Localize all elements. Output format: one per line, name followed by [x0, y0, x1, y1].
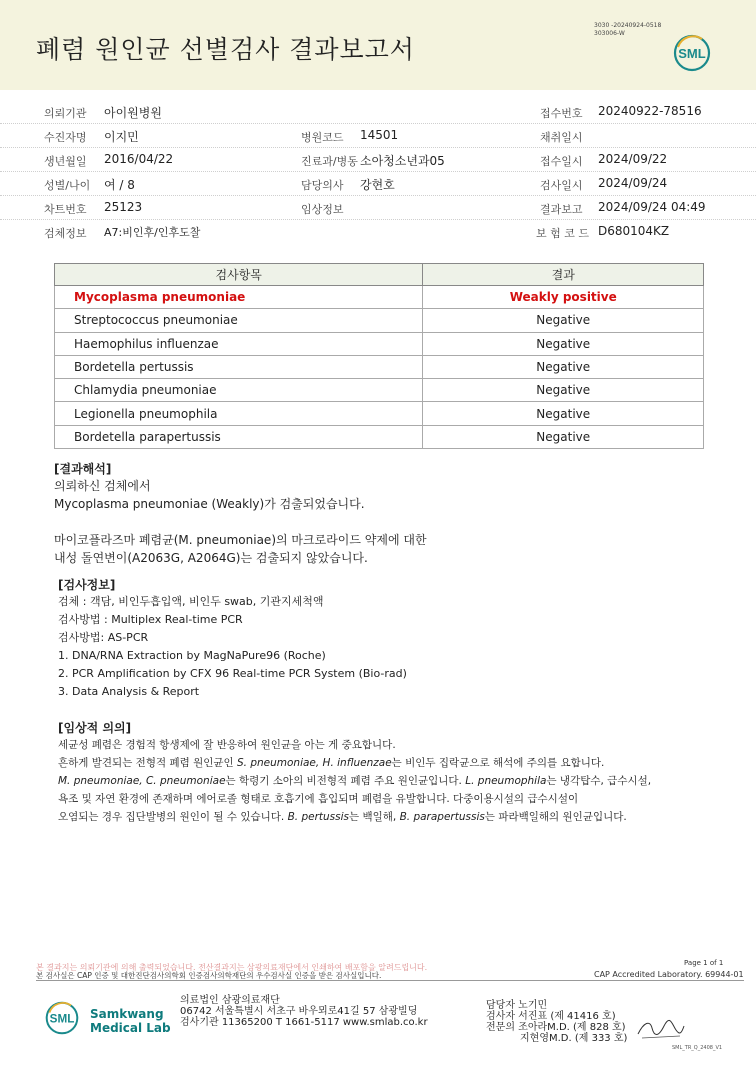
sex-age: 여 / 8 — [104, 178, 135, 192]
cap-accreditation: CAP Accredited Laboratory. 69944-01 — [594, 970, 744, 979]
results-table — [54, 263, 704, 449]
certification-notice: 본 검사실은 CAP 인증 및 대한진단검사의학회 인증검사의학재단의 우수검사실 인증을 받은 검사실입니다. — [36, 971, 382, 980]
document-code: 3030 -20240924-0518 303006-W — [594, 22, 662, 37]
table-row: Streptococcus pneumoniae Negative — [55, 309, 704, 332]
department: 소아청소년과05 — [360, 154, 445, 168]
info-row: 검체정보 A7:비인후/인후도찰 보 험 코 드 D680104KZ — [44, 224, 670, 240]
hospital-value: 아이원병원 — [104, 106, 162, 120]
clinical-section: [임상적 의의] 세균성 폐렴은 경험적 항생제에 잘 반응하여 원인균을 아는 게 중요합니다. 흔하게 발견되는 전형적 폐렴 원인균인 S. pneumoniae, H. influenzae는 비인두 집락균으로 해석에 주의를 요합니다. M. pneumoniae, C. pneumoniae는 학령기 소아의 비전형적 폐렴 주요 원인균입니다. L. pneumophila는 냉각탑수, 급수시설, 욕조 및 자연 환경에 존재하며 에어로졸 형태로 호흡기에 흡입되며 폐렴을 유발합니다. 다중이용시설의 급수시설이 오염되는 경우 집단발병의 원인이 될 수 있습니다. B. pertussis는 백일해, B. parapertussis는 파라백일해의 원인균입니다. — [58, 719, 748, 826]
info-row: 생년월일 2016/04/22 진료과/병동 소아청소년과05 접수일시 2024/09/22 — [0, 148, 756, 172]
table-row: Bordetella parapertussis Negative — [55, 425, 704, 448]
page-number: Page 1 of 1 — [684, 959, 724, 967]
svg-text:SML: SML — [678, 46, 706, 61]
table-row: Mycoplasma pneumoniae Weakly positive — [55, 286, 704, 309]
test-info-title: [검사정보] — [58, 578, 116, 592]
test-date: 2024/09/24 — [598, 176, 668, 190]
sml-footer-logo-icon — [44, 1000, 80, 1036]
info-row: 의뢰기관 아이원병원 접수번호 20240922-78516 — [0, 100, 756, 124]
organization-name: Samkwang Medical Lab — [90, 1007, 171, 1035]
svg-text:SML: SML — [49, 1012, 75, 1026]
table-row: Chlamydia pneumoniae Negative — [55, 379, 704, 402]
table-row: Haemophilus influenzae Negative — [55, 332, 704, 355]
report-date: 2024/09/24 04:49 — [598, 200, 706, 214]
test-info-section: [검사정보] 검체 : 객담, 비인두흡입액, 비인두 swab, 기관지세척액 검사방법 : Multiplex Real-time PCR 검사방법: AS-PCR 1. DNA/RNA Extraction by MagNaPure96 (Roche) 2. PCR Amplification by CFX 96 Real-time PCR System (Bio-rad) 3. Data Analysis & Report — [58, 576, 738, 701]
print-notice: 본 결과지는 의뢰기관에 의해 출력되었습니다. 전산결과지는 삼광의료재단에서 인쇄하여 배포함을 알려드립니다. — [36, 963, 428, 972]
report-header — [0, 0, 756, 90]
clinical-title: [임상적 의의] — [58, 721, 132, 735]
footer-divider — [36, 980, 744, 981]
specimen-info: A7:비인후/인후도찰 — [104, 226, 201, 239]
staff-list: 담당자 노기민 검사자 서진표 (제 41416 호) 전문의 조아라M.D. (제 828 호) 지현영M.D. (제 333 호) — [486, 1000, 628, 1044]
sml-logo-icon — [672, 33, 712, 73]
column-header-result: 결과 — [423, 264, 704, 286]
report-title: 폐렴 원인균 선별검사 결과보고서 — [36, 35, 415, 64]
interpretation-section: [결과해석] 의뢰하신 검체에서 Mycoplasma pneumoniae (Weakly)가 검출되었습니다. 마이코플라즈마 폐렴균(M. pneumoniae)의 마크로라이드 약제에 대한 내성 돌연변이(A2063G, A2064G)는 검출되지 않았습니다. — [54, 460, 734, 567]
form-code: SML_TR_Q_2408_V1 — [672, 1045, 723, 1051]
insurance-code: D680104KZ — [598, 224, 670, 238]
patient-name: 이지민 — [104, 130, 139, 144]
chart-number: 25123 — [104, 200, 143, 214]
doctor: 강현호 — [360, 178, 395, 192]
info-row: 차트번호 25123 임상정보 결과보고 2024/09/24 04:49 — [0, 196, 756, 220]
receipt-date: 2024/09/22 — [598, 152, 668, 166]
info-row: 성별/나이 여 / 8 담당의사 강현호 검사일시 2024/09/24 — [0, 172, 756, 196]
hospital-code: 14501 — [360, 128, 399, 142]
table-row: Legionella pneumophila Negative — [55, 402, 704, 425]
table-row: Bordetella pertussis Negative — [55, 355, 704, 378]
column-header-item: 검사항목 — [55, 264, 423, 286]
organization-address: 의료법인 삼광의료재단 06742 서울특별시 서초구 바우뫼로41길 57 삼광빌딩 검사기관 11365200 T 1661-5117 www.smlab.co.kr — [180, 995, 428, 1028]
info-row: 수진자명 이지민 병원코드 14501 채취일시 — [0, 124, 756, 148]
receipt-number: 20240922-78516 — [598, 104, 702, 118]
table-header-row — [55, 264, 704, 286]
interpretation-title: [결과해석] — [54, 462, 112, 476]
birth-date: 2016/04/22 — [104, 152, 174, 166]
signature-icon — [636, 1016, 686, 1042]
